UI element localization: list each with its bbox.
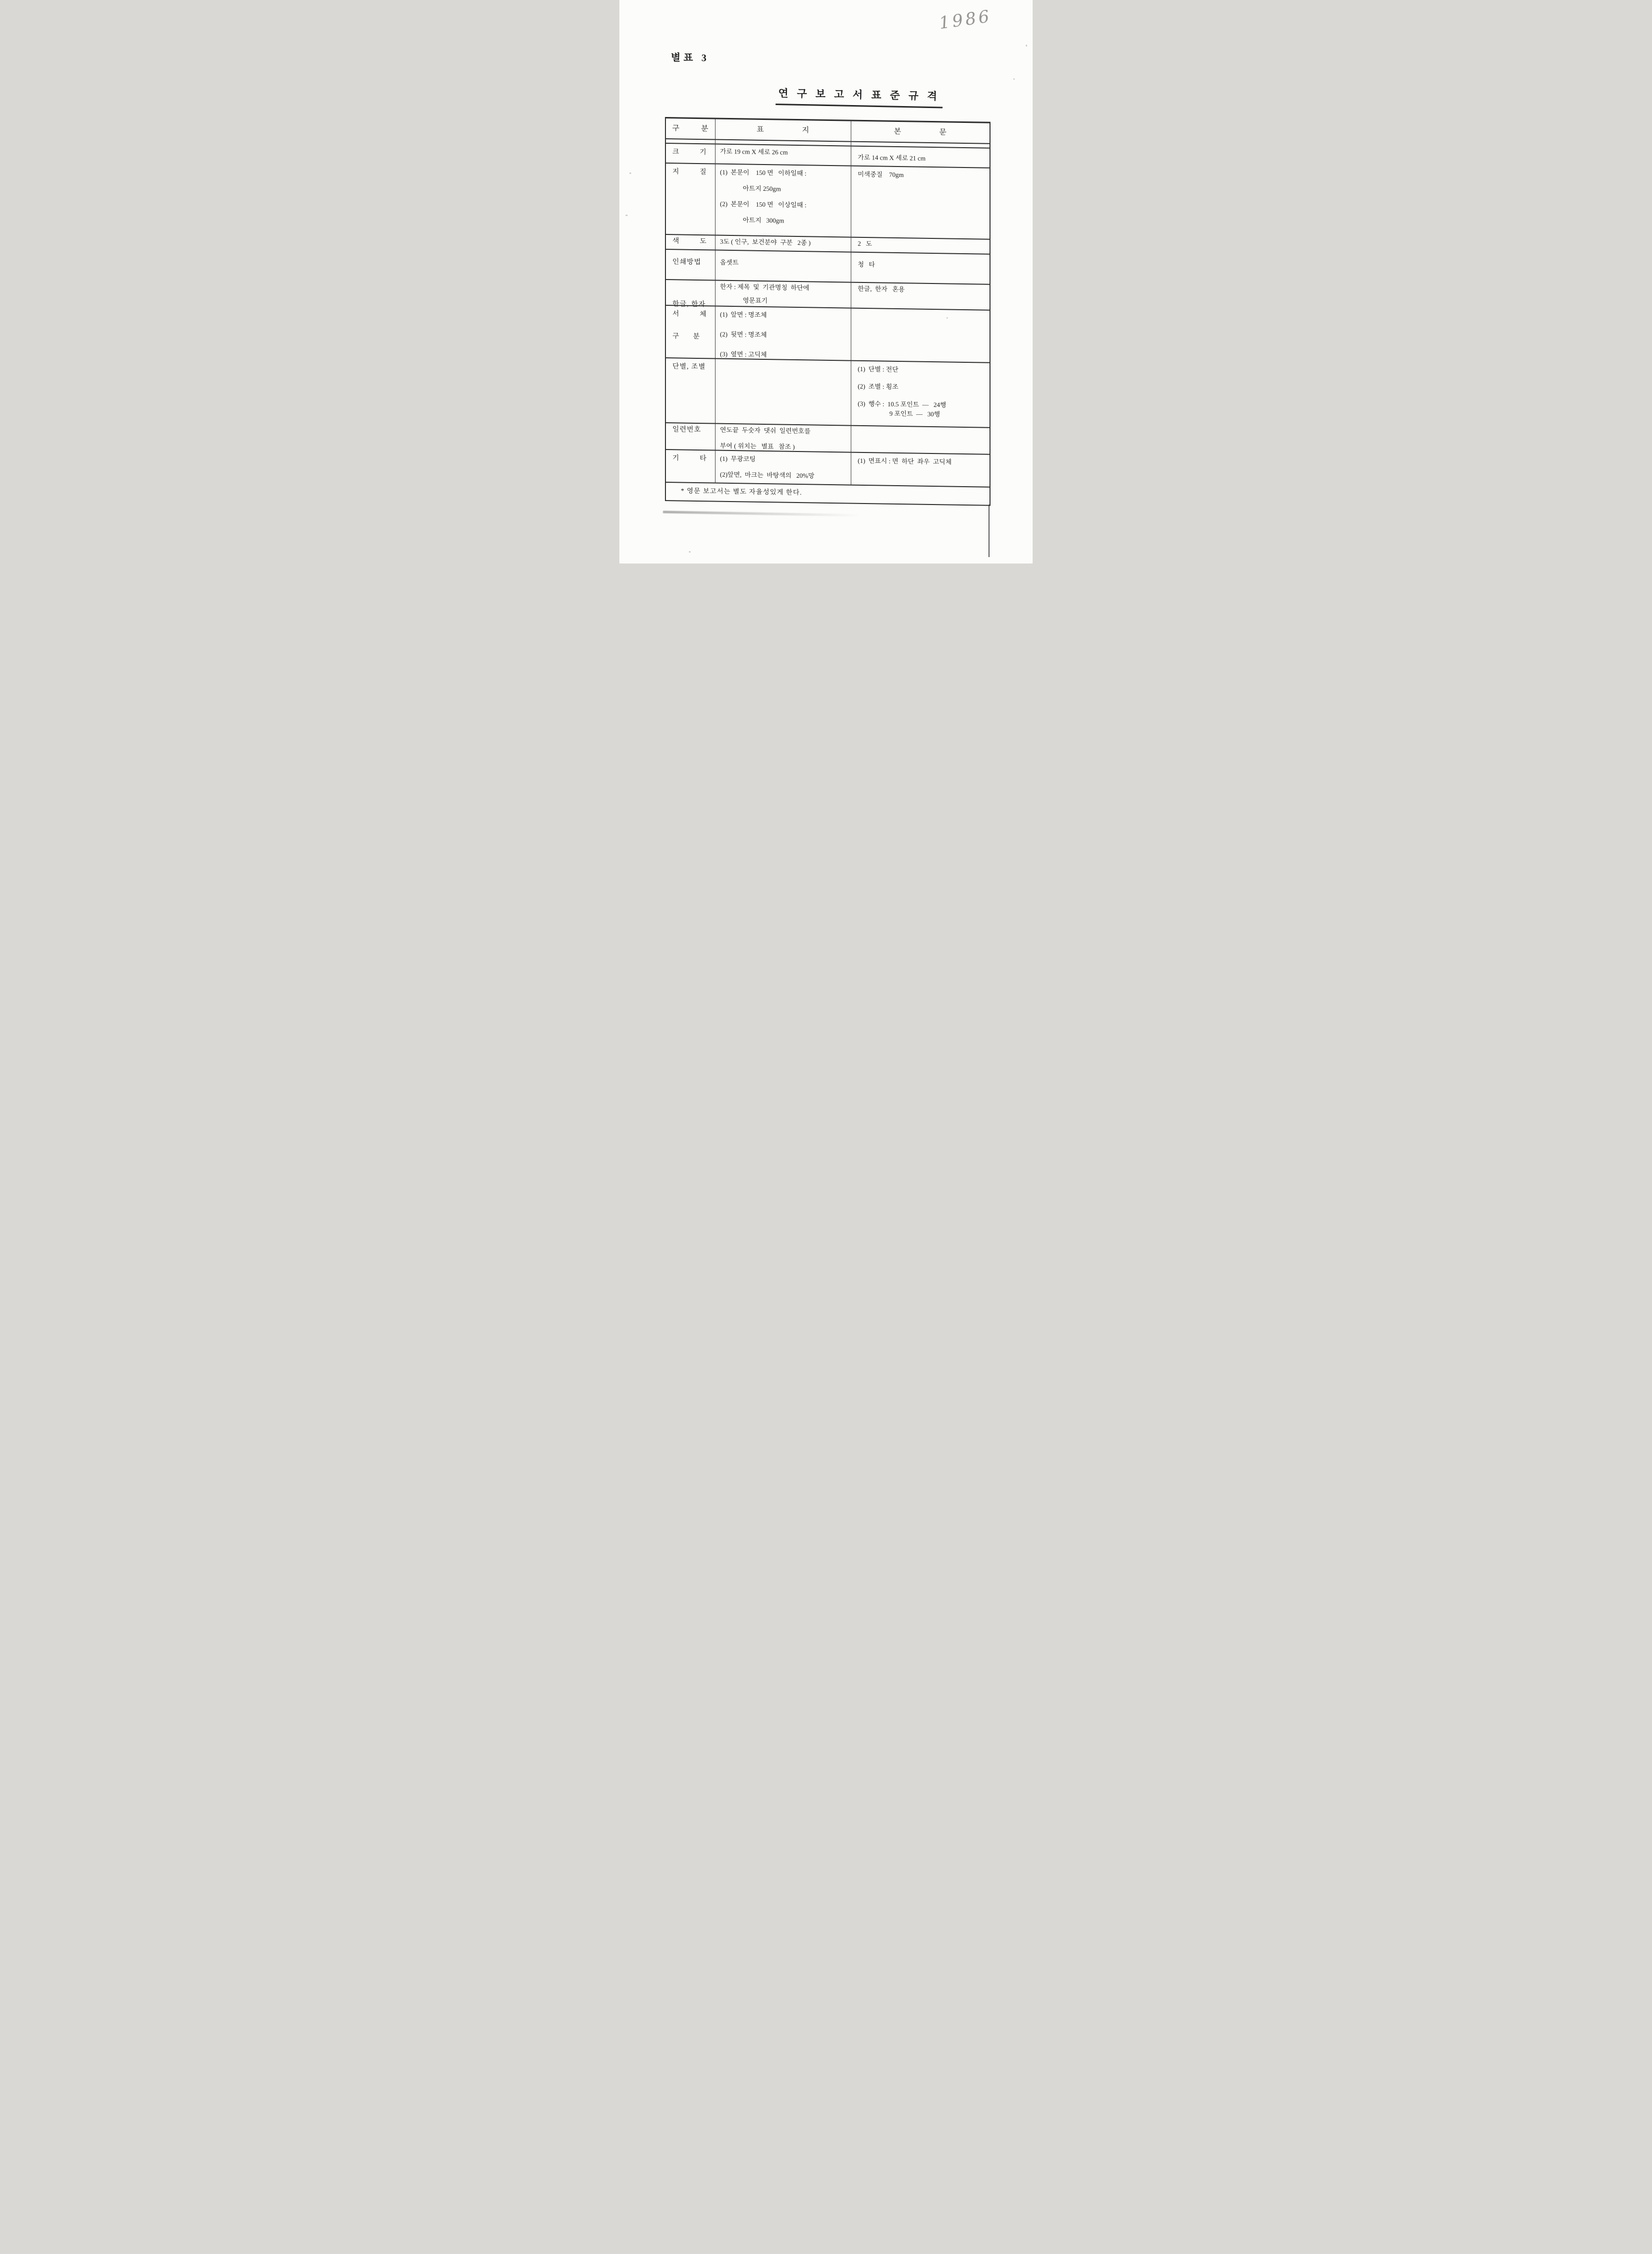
row-serial-number-cover — [716, 424, 851, 453]
scan-speck — [689, 551, 691, 553]
size-cover-value: 가로 19 cm X 세로 26 cm — [720, 147, 788, 156]
row-size-cover — [716, 145, 851, 167]
typeface-cover-line: (3) 옆면 : 고딕체 — [720, 350, 767, 358]
header-category: 구 분 — [666, 118, 716, 140]
row-size-label: 크 기 — [666, 144, 716, 164]
scan-speck — [629, 172, 631, 174]
row-hangul-hanja-cover — [716, 281, 851, 309]
scan-smudge — [663, 511, 861, 517]
row-serial-number-body — [851, 426, 990, 455]
others-body-value: (1) 면표시 : 면 하단 좌우 고딕체 — [858, 456, 952, 466]
printing-cover-value: 옵셋트 — [720, 258, 739, 267]
layout-body-line: (1) 단별 : 전단 — [858, 365, 899, 373]
row-colors-body — [851, 238, 990, 255]
document-title: 연 구 보 고 서 표 준 규 격 — [775, 85, 942, 108]
row-printing-method-cover — [716, 251, 851, 283]
row-others-body — [851, 453, 990, 488]
row-hangul-hanja-body — [851, 283, 990, 311]
colors-cover-value: 3도 ( 인구, 보건분야 구분 2종 ) — [720, 237, 811, 247]
row-typeface-body — [851, 309, 990, 363]
table-footnote: * 영문 보고서는 별도 자율성있게 한다. — [681, 487, 802, 497]
others-cover-line: (1) 무광코팅 — [720, 454, 756, 463]
row-paper-quality-label: 지 질 — [666, 164, 716, 235]
hangul-hanja-body-value: 한글, 한자 혼용 — [858, 284, 905, 293]
paper-cover-line: (2) 본문이 150 면 이상일때 : — [720, 200, 807, 209]
hangul-hanja-label-line: 한글, 한자 — [672, 300, 706, 309]
row-others-label: 기 타 — [666, 450, 716, 483]
header-cover: 표 지 — [716, 119, 851, 142]
paper-cover-line: (1) 본문이 150 면 이하일때 : — [720, 168, 807, 177]
typeface-cover-line: (1) 앞면 : 명조체 — [720, 310, 767, 319]
row-typeface-label: 서 체 — [666, 306, 716, 359]
row-layout-cover — [716, 359, 851, 426]
stray-border-line — [989, 505, 990, 557]
row-colors-label: 색 도 — [666, 235, 716, 250]
handwritten-year-annotation: 1986 — [937, 6, 993, 34]
row-paper-quality-body — [851, 167, 990, 240]
row-layout-body — [851, 361, 990, 428]
hangul-hanja-cover-line: 한자 : 제목 및 기관명칭 하단에 — [720, 282, 810, 292]
hangul-hanja-cover-line: 영문표기 — [743, 296, 768, 304]
serial-cover-line: 부여 ( 위치는 별표 참조 ) — [720, 442, 795, 451]
scan-speck — [946, 317, 948, 319]
row-typeface-cover — [716, 307, 851, 361]
paper-cover-line: 아트지 250gm — [743, 184, 781, 193]
row-serial-number-label: 일련번호 — [666, 423, 716, 451]
row-paper-quality-cover — [716, 165, 851, 238]
row-others-cover — [716, 451, 851, 486]
size-body-value: 가로 14 cm X 세로 21 cm — [858, 153, 926, 162]
row-size-body — [851, 147, 990, 169]
layout-body-line: (2) 조별 : 횡조 — [858, 382, 899, 391]
others-cover-line: (2)앞면, 마크는 바탕색의 20%망 — [720, 470, 815, 480]
row-colors-cover — [716, 236, 851, 253]
typeface-cover-line: (2) 뒷면 : 명조체 — [720, 330, 767, 338]
scan-speck — [738, 472, 740, 473]
serial-cover-line: 연도끝 두숫자 댓쉬 일련번호를 — [720, 426, 811, 435]
colors-body-value: 2 도 — [858, 239, 872, 248]
paper-cover-line: 아트지 300gm — [743, 216, 784, 225]
appendix-label: 별표 3 — [670, 52, 710, 64]
scan-speck — [1026, 45, 1027, 47]
layout-body-line: (3) 행수 : 10.5 포인트 — 24행 — [858, 399, 946, 409]
scan-speck — [1013, 78, 1015, 80]
hangul-hanja-label-line: 구 분 — [672, 333, 701, 340]
printing-body-value: 청 타 — [858, 260, 875, 269]
row-printing-method-body — [851, 253, 990, 285]
row-layout-label: 단별, 조별 — [666, 358, 716, 424]
scanned-document-page — [619, 0, 1033, 564]
report-spec-table — [665, 117, 991, 506]
paper-body-value: 미색중질 70gm — [858, 170, 904, 179]
scan-speck — [625, 215, 628, 216]
layout-body-line: 9 포인트 — 30행 — [889, 409, 940, 418]
header-body: 본 문 — [851, 121, 990, 144]
row-printing-method-label: 인쇄방법 — [666, 250, 716, 281]
